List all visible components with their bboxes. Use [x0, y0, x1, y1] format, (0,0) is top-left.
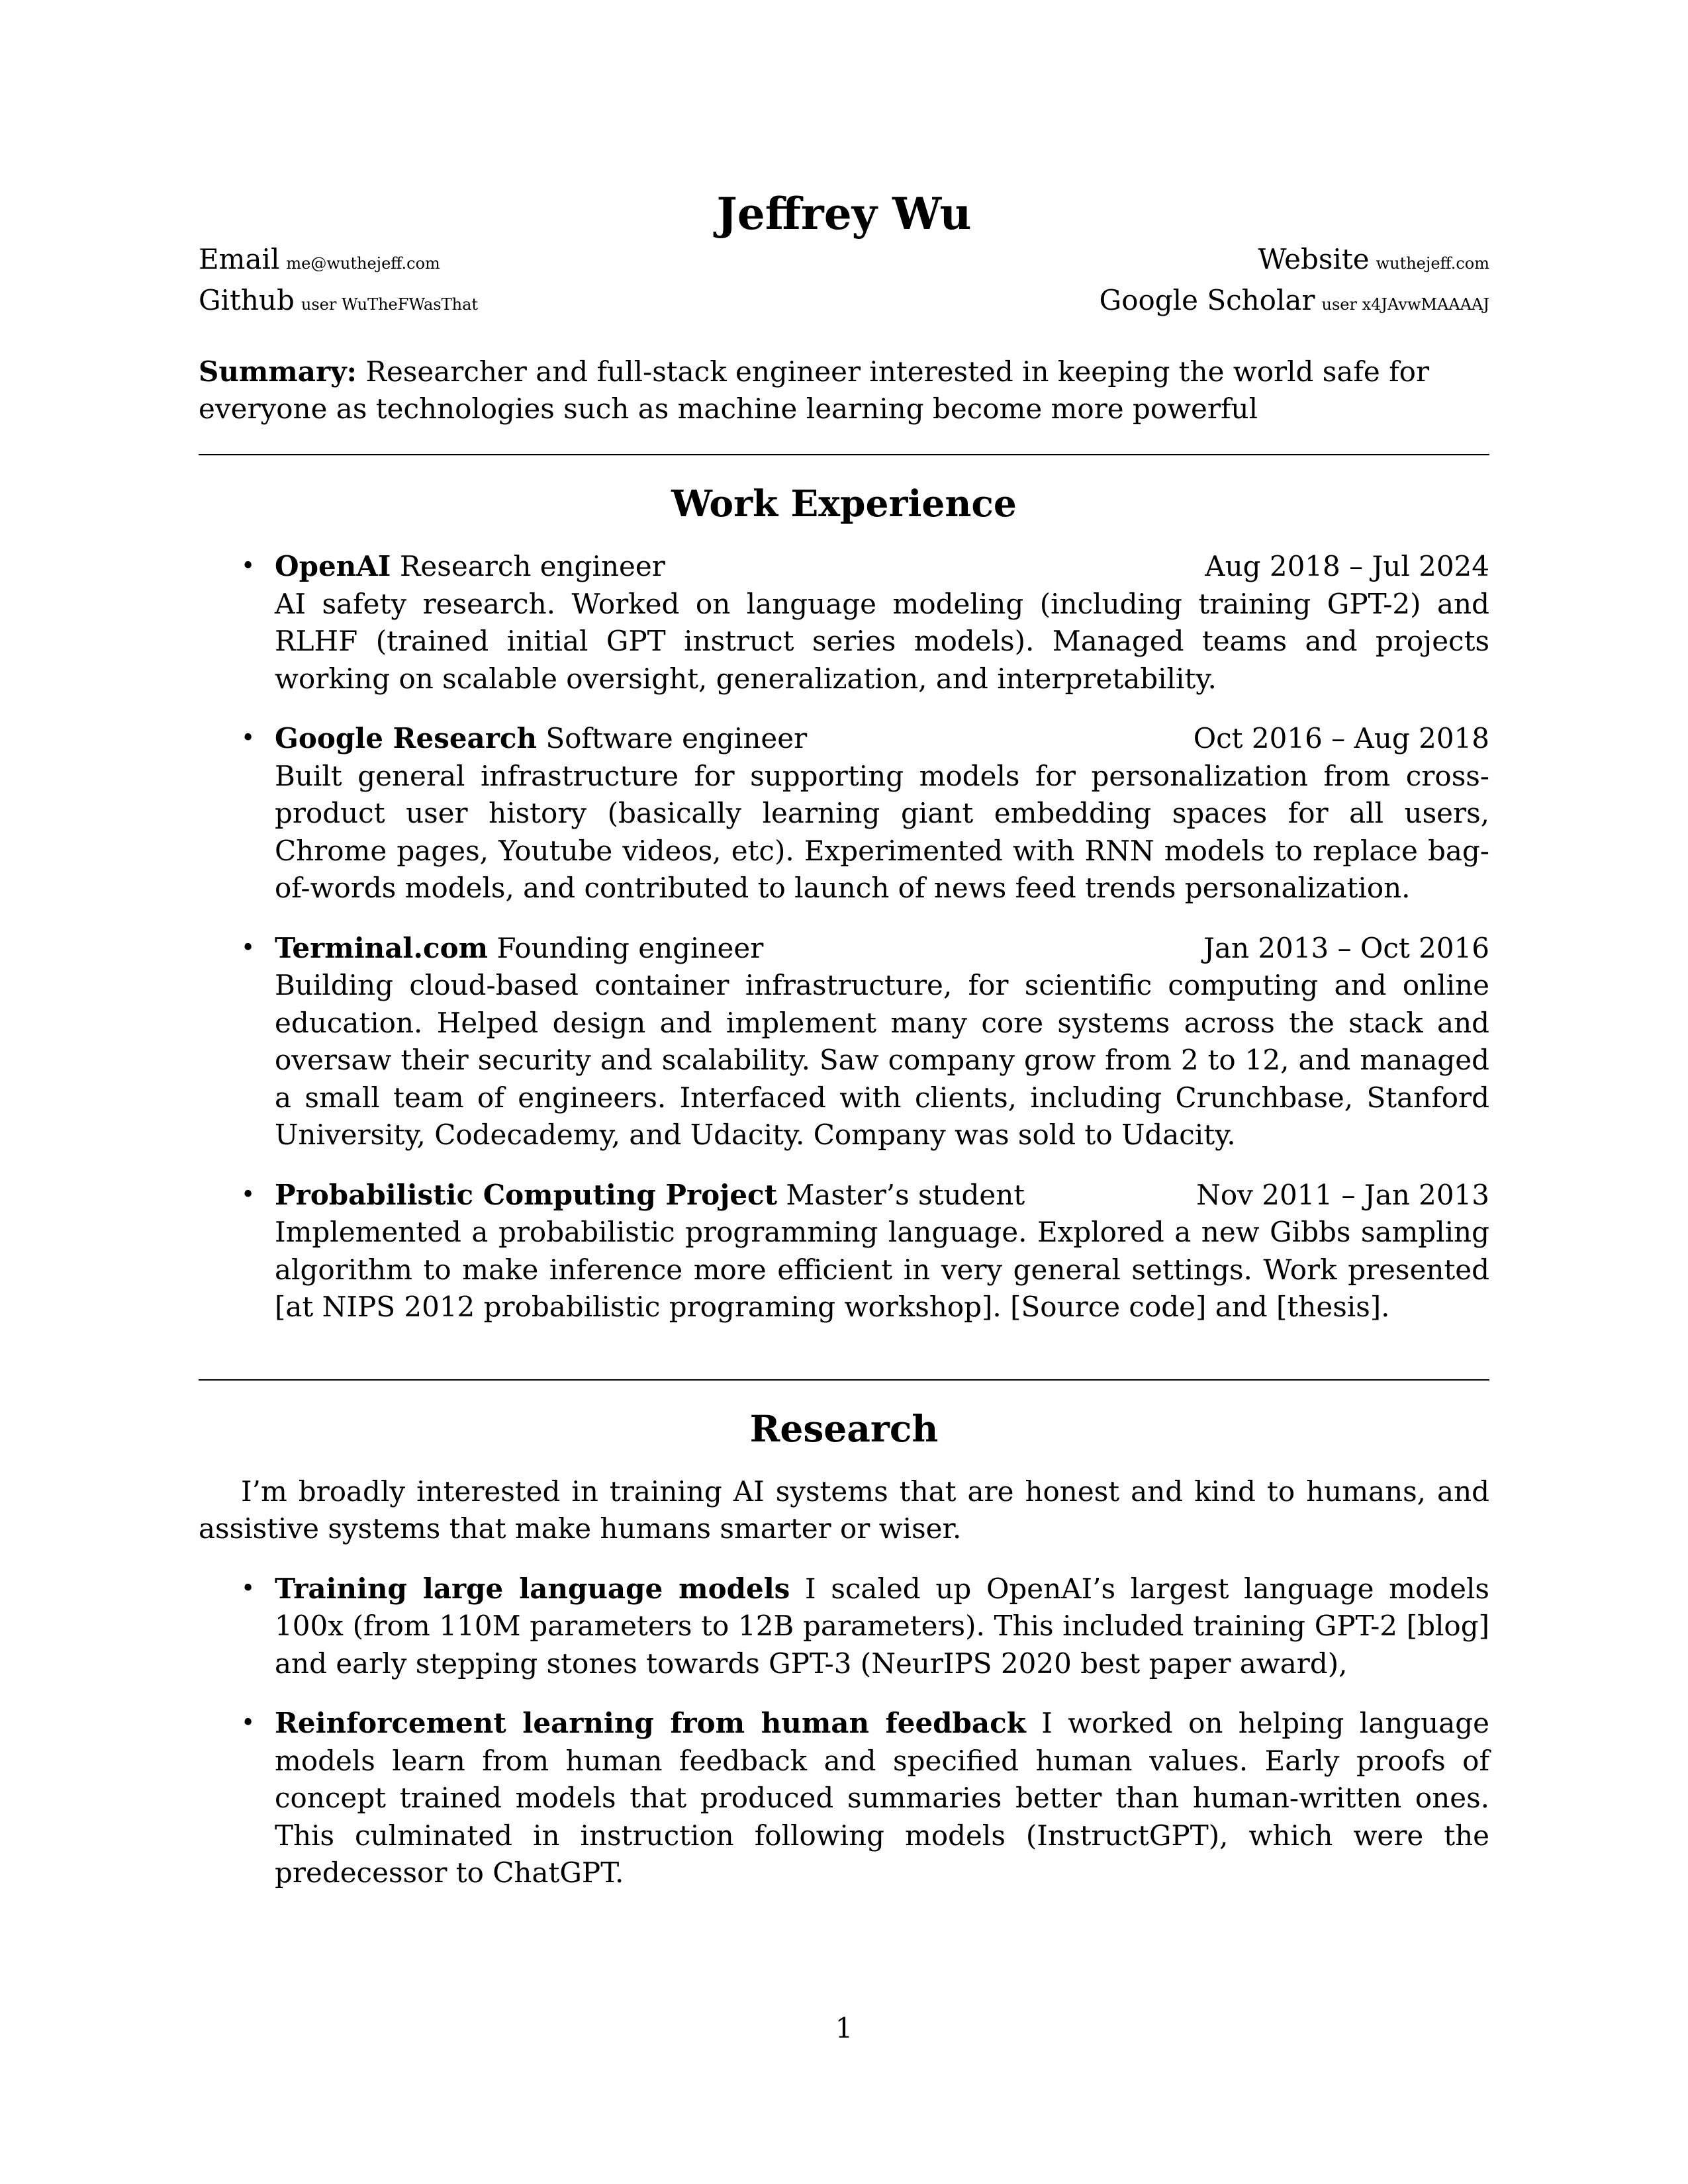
scholar-link[interactable]: user x4JAvwMAAAAJ: [1321, 295, 1489, 314]
bullet-icon: •: [241, 1181, 256, 1208]
section-title-research: Research: [749, 1406, 939, 1450]
entry-dates: Jan 2013 – Oct 2016: [1203, 931, 1489, 964]
research-topic: Reinforcement learning from human feedback: [275, 1707, 1026, 1739]
work-entry: [199, 548, 1489, 698]
bullet-icon: •: [241, 1574, 256, 1602]
entry-header: [275, 720, 1489, 758]
website-link[interactable]: wuthejeff.com: [1376, 254, 1489, 273]
resume-name: Jeffrey Wu: [716, 188, 972, 240]
work-entry: [199, 720, 1489, 907]
entry-description: Implemented a probabilistic programming language. Explored a new Gibbs sampling algorithm to make inference more efficient in very general settings. Work presented [at NIPS 2012 probabilistic programing workshop]. [Source code] and [thesis].: [275, 1216, 1489, 1323]
research-topic: Training large language models: [275, 1572, 790, 1605]
entry-dates: Aug 2018 – Jul 2024: [1205, 550, 1489, 582]
page-number: 1: [835, 2012, 853, 2044]
research-description: I scaled up OpenAI’s largest language models 100x (from 110M parameters to 12B parameters). This included training GPT-2 [blog] and early stepping stones towards GPT-3 (NeurIPS 2020 best paper award),: [275, 1572, 1489, 1680]
website-label: Website: [1258, 243, 1370, 275]
entry-description: Building cloud-based container infrastructure, for scientific computing and online education. Helped design and implement many core systems across the stack and oversaw their security and scalability. Saw company grow from 2 to 12, and managed a small team of engineers. Interfaced with clients, including Crunchbase, Stanford University, Codecademy, and Udacity. Company was sold to Udacity.: [275, 969, 1489, 1151]
email-contact: [199, 241, 440, 282]
email-label: Email: [199, 243, 280, 275]
entry-role: Founding engineer: [496, 931, 764, 964]
entry-org: OpenAI: [275, 550, 391, 582]
entry-header: [275, 548, 1489, 586]
email-link[interactable]: me@wuthejeff.com: [286, 254, 440, 273]
research-list: [199, 1570, 1489, 1892]
section-title-work: Work Experience: [671, 482, 1017, 525]
github-link[interactable]: user WuTheFWasThat: [301, 295, 479, 314]
bullet-icon: •: [241, 725, 256, 752]
entry-org: Google Research: [275, 722, 538, 754]
summary-text: Researcher and full-stack engineer interested in keeping the world safe for everyone as technologies such as machine learning become more powerful: [199, 355, 1430, 425]
research-entry: [199, 1705, 1489, 1892]
work-entry: [199, 930, 1489, 1154]
work-entry: [199, 1177, 1489, 1326]
section-divider: [199, 1379, 1489, 1381]
research-entry: [199, 1570, 1489, 1683]
contact-row-1: [199, 241, 1489, 282]
website-contact: [1258, 241, 1489, 282]
bullet-icon: •: [241, 553, 256, 580]
section-divider: [199, 454, 1489, 455]
entry-role: Research engineer: [399, 550, 665, 582]
research-intro: I’m broadly interested in training AI systems that are honest and kind to humans, and assistive systems that make humans smarter or wiser.: [199, 1475, 1489, 1545]
github-contact: [199, 282, 478, 323]
work-list: [199, 548, 1489, 1326]
github-label: Github: [199, 284, 295, 316]
entry-description: Built general infrastructure for supporting models for personalization from cross-product user history (basically learning giant embedding spaces for all users, Chrome pages, Youtube videos, etc). Experimented with RNN models to replace bag-of-words models, and contributed to launch of news feed trends personalization.: [275, 759, 1489, 904]
contact-row-2: [199, 282, 1489, 323]
scholar-label: Google Scholar: [1099, 284, 1315, 316]
research-description: I worked on helping language models learn from human feedback and specified human values. Early proofs of concept trained models that produced summaries better than human-written ones. This culminated in instruction following models (InstructGPT), which were the predecessor to ChatGPT.: [275, 1707, 1490, 1889]
resume-content: [199, 188, 1490, 1892]
bullet-icon: •: [241, 934, 256, 962]
entry-header: [275, 1177, 1489, 1214]
entry-dates: Oct 2016 – Aug 2018: [1193, 722, 1489, 754]
summary: [199, 353, 1489, 428]
entry-role: Software engineer: [545, 722, 808, 754]
entry-dates: Nov 2011 – Jan 2013: [1196, 1178, 1489, 1211]
entry-description: AI safety research. Worked on language modeling (including training GPT-2) and RLHF (trained initial GPT instruct series models). Managed teams and projects working on scalable oversight, generalization, and interpretability.: [275, 587, 1489, 695]
entry-org: Terminal.com: [275, 931, 489, 964]
scholar-contact: [1100, 282, 1489, 323]
bullet-icon: •: [241, 1709, 256, 1737]
summary-label: Summary:: [199, 355, 357, 388]
entry-role: Master’s student: [786, 1178, 1025, 1211]
entry-org: Probabilistic Computing Project: [275, 1178, 778, 1211]
entry-header: [275, 930, 1489, 968]
